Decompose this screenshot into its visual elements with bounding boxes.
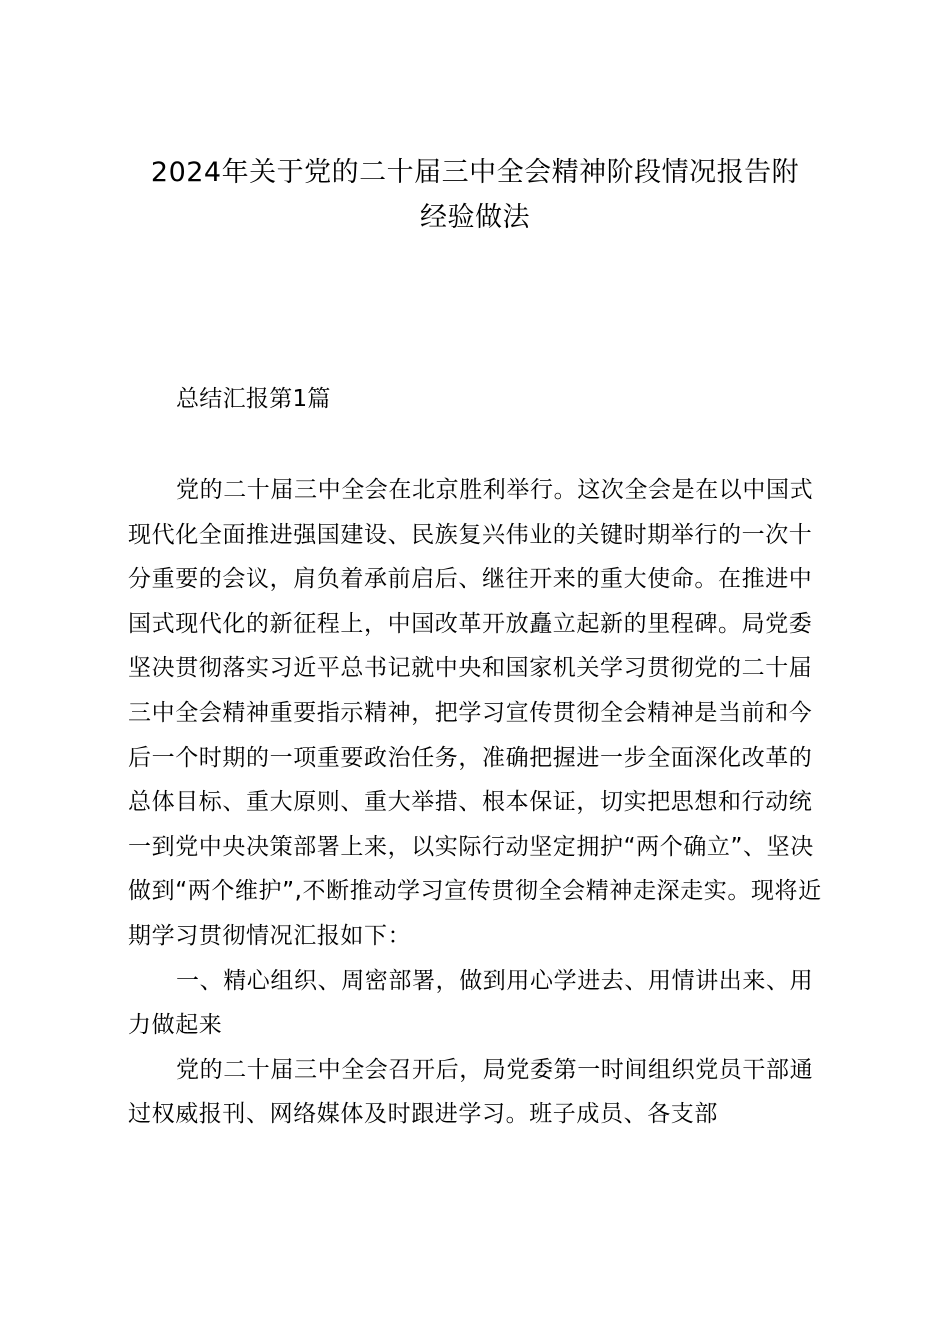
document-title-line-2: 经验做法 (420, 202, 530, 233)
document-title-line-1: 2024年关于党的二十届三中全会精神阶段情况报告附 (150, 157, 800, 188)
section-heading-1: 一、精心组织、周密部署，做到用心学进去、用情讲出来、用力做起来 (128, 967, 814, 1039)
paragraph-section-1: 党的二十届三中全会召开后，局党委第一时间组织党员干部通过权威报刊、网络媒体及时跟进学习。班子成员、各支部 (128, 1056, 814, 1128)
document-title (110, 150, 840, 240)
paragraph-intro: 党的二十届三中全会在北京胜利举行。这次全会是在以中国式现代化全面推进强国建设、民族复兴伟业的关键时期举行的一次十分重要的会议，肩负着承前启后、继往开来的重大使命。在推进中国式现代化的新征程上，中国改革开放矗立起新的里程碑。局党委坚决贯彻落实习近平总书记就中央和国家机关学习贯彻党的二十届三中全会精神重要指示精神，把学习宣传贯彻全会精神是当前和今后一个时期的一项重要政治任务，准确把握进一步全面深化改革的总体目标、重大原则、重大举措、根本保证，切实把思想和行动统一到党中央决策部署上来，以实际行动坚定拥护“两个确立”、坚决做到“两个维护”,不断推动学习宣传贯彻全会精神走深走实。现将近期学习贯彻情况汇报如下： (128, 477, 822, 949)
document-subtitle: 总结汇报第1篇 (176, 386, 331, 412)
document-body (128, 468, 828, 1137)
